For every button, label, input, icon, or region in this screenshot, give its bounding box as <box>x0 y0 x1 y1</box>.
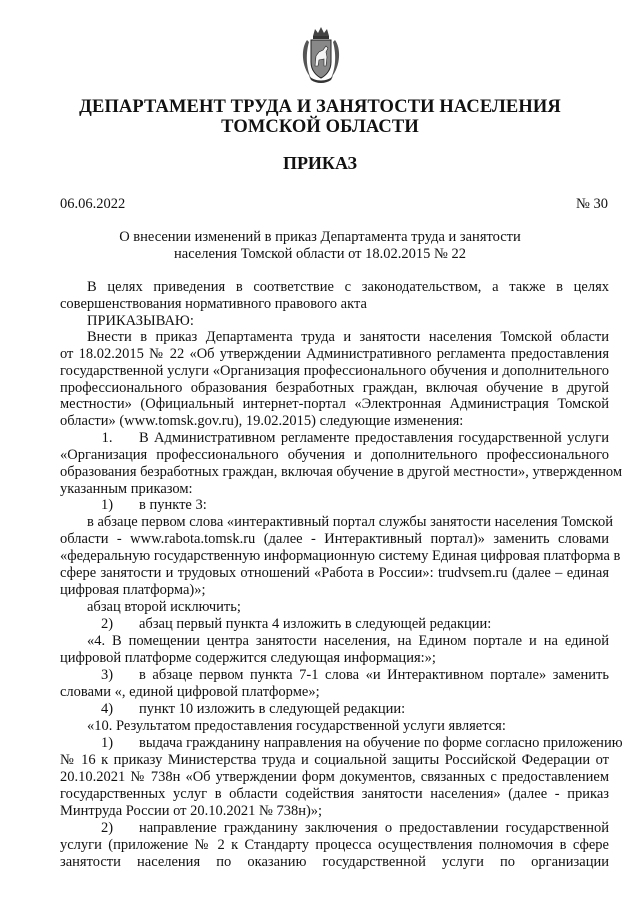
body-line: пункт 10 изложить в следующей редакции: <box>139 701 406 717</box>
body-line: выдача гражданину направления на обучение по форме согласно приложению <box>139 735 623 751</box>
body-line: направление гражданину заключения о предоставлении государственной <box>139 820 609 836</box>
list-number: 2) <box>100 820 114 836</box>
subject-line-2: населения Томской области от 18.02.2015 № 22 <box>174 246 466 262</box>
body-line: области» (www.tomsk.gov.ru), 19.02.2015) следующие изменения: <box>60 413 464 429</box>
body-line: государственной услуги «Организация профессионального обучения и дополнительного <box>60 363 609 379</box>
body-line: услуги (приложение № 2 к Стандарту процесса осуществления полномочия в сфере <box>60 837 609 853</box>
body-line: в абзаце первом слова «интерактивный портал службы занятости населения Томской <box>87 514 614 530</box>
subject-line-1: О внесении изменений в приказ Департамента труда и занятости <box>119 229 521 245</box>
department-name-line-2: ТОМСКОЙ ОБЛАСТИ <box>221 117 419 137</box>
body-line: местности» (Официальный интернет-портал «Электронная Администрация Томской <box>60 396 609 412</box>
body-line: абзац первый пункта 4 изложить в следующей редакции: <box>139 616 492 632</box>
body-line: области - www.rabota.tomsk.ru (далее - Интерактивный портал)» заменить словами <box>60 531 609 547</box>
body-line: в абзаце первом пункта 7-1 слова «и Интерактивном портале» заменить <box>139 667 609 683</box>
body-line: указанным приказом: <box>60 481 193 497</box>
body-line: «Организация профессионального обучения и дополнительного профессионального <box>60 447 609 463</box>
body-line: в пункте 3: <box>139 497 207 513</box>
body-line: абзац второй исключить; <box>87 599 241 615</box>
body-line: В целях приведения в соответствие с законодательством, а также в целях <box>87 279 609 295</box>
list-number: 1) <box>100 497 114 513</box>
list-number: 3) <box>100 667 114 683</box>
body-line: «4. В помещении центра занятости населения, на Едином портале и на единой <box>87 633 609 649</box>
body-line: занятости населения по оказанию государственной услуги по организации <box>60 854 609 870</box>
body-line: сфере занятости и трудовых отношений «Работа в России»: trudvsem.ru (далее – единая <box>60 565 609 581</box>
body-line: № 16 к приказу Министерства труда и социальной защиты Российской Федерации от <box>60 752 609 768</box>
body-line: Минтруда России от 20.10.2021 № 738н)»; <box>60 803 323 819</box>
body-line: образования безработных граждан, включая обучение в другой местности», утвержденном <box>60 464 623 480</box>
body-line: совершенствования нормативного правового акта <box>60 296 367 312</box>
list-number: 4) <box>100 701 114 717</box>
body-line: Внести в приказ Департамента труда и занятости населения Томской области <box>87 329 609 345</box>
body-line: «федеральную государственную информационную систему Единая цифровая платформа в <box>60 548 621 564</box>
body-line: цифровая платформа)»; <box>60 582 206 598</box>
body-line: ПРИКАЗЫВАЮ: <box>87 313 194 329</box>
coat-of-arms-emblem <box>299 26 343 84</box>
list-number: 2) <box>100 616 114 632</box>
body-line: В Административном регламенте предоставления государственной услуги <box>139 430 609 446</box>
list-number: 1) <box>100 735 114 751</box>
body-line: государственных услуг в области содействия занятости населения» (далее - приказ <box>60 786 609 802</box>
department-name-line-1: ДЕПАРТАМЕНТ ТРУДА И ЗАНЯТОСТИ НАСЕЛЕНИЯ <box>79 97 561 117</box>
body-line: профессионального образования безработных граждан, включая обучение в другой <box>60 380 609 396</box>
body-line: словами «, единой цифровой платформе»; <box>60 684 320 700</box>
list-number: 1. <box>101 430 113 446</box>
body-line: «10. Результатом предоставления государственной услуги является: <box>87 718 506 734</box>
document-number: № 30 <box>576 196 608 212</box>
body-line: цифровой платформе содержится следующая информация:»; <box>60 650 436 666</box>
document-date: 06.06.2022 <box>60 196 126 212</box>
body-line: от 18.02.2015 № 22 «Об утверждении Административного регламента предоставления <box>60 346 609 362</box>
body-line: 20.10.2021 № 738н «Об утверждении форм документов, связанных с предоставлением <box>60 769 609 785</box>
document-type-title: ПРИКАЗ <box>282 153 358 173</box>
